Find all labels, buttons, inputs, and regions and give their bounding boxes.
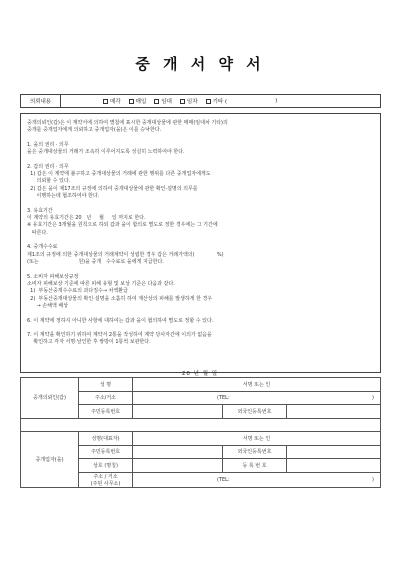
checkbox-box — [206, 99, 211, 104]
section-line: 2) 부동산중개대상물의 확인·설명을 소홀히 하여 재산상의 피해를 발생하게 한 경우 — [27, 295, 213, 302]
section-line: 의뢰할 수 있다. — [27, 178, 71, 185]
client-name-label: 성 명 — [79, 378, 133, 392]
page-title: 중 개 서 약 서 — [135, 55, 265, 73]
section-line: 2) 갑은 을이 제17조의 규정에 의하여 중개대상물에 관한 확인·설명의 의무를 — [27, 185, 198, 192]
section-line: 확인하고 각자 서명·날인한 후 쌍방이 1통씩 보관한다. — [27, 339, 151, 346]
checkbox-box — [154, 99, 159, 104]
client-tel-close: ) — [372, 394, 374, 401]
section-line: 따른다. — [27, 229, 48, 236]
section-5 — [27, 274, 374, 311]
checkbox-box — [180, 99, 185, 104]
agent-id-field[interactable] — [133, 445, 223, 459]
option-other-close: ) — [275, 98, 278, 104]
client-tel-label: (TEL: — [217, 394, 230, 401]
intro-paragraph — [27, 120, 374, 135]
section-line: 소비자 피해보상 기준에 따른 피해 유형 및 보상 기준은 다음과 같다. — [27, 280, 175, 287]
agent-rep-label: 성명(대표자) — [79, 432, 133, 446]
option-label: 기타 ( — [212, 99, 228, 105]
option-label: 매입 — [135, 99, 147, 105]
section-4 — [27, 244, 374, 266]
section-line: 을은 중개대상물의 거래가 조속히 이루어지도록 성실히 노력하여야 한다. — [27, 149, 185, 156]
agent-tel-close: ) — [372, 476, 374, 483]
agent-foreign-id-field[interactable] — [287, 445, 381, 459]
section-line: 1) 부동산중개수수료의 과다징수→ 차액환급 — [27, 288, 128, 295]
section-1 — [27, 142, 374, 157]
section-line: ※ 유효기간은 3개월을 원칙으로 하되 갑과 을이 합의로 별도로 정한 경우에는 그 기간에 — [27, 222, 218, 229]
agent-address-field[interactable] — [133, 472, 381, 487]
section-heading: 4. 중개수수료 — [27, 244, 58, 251]
section-line: 이행하는데 협조하여야 한다. — [27, 193, 100, 200]
client-foreign-id-label: 외국인등록번호 — [223, 405, 287, 419]
client-address-field[interactable] — [133, 391, 381, 405]
section-heading: 2. 갑의 권리 · 의무 — [27, 163, 69, 170]
request-type-row — [20, 94, 381, 108]
request-type-label: 의뢰내용 — [21, 95, 61, 107]
section-heading: 1. 을의 권리 · 의무 — [27, 141, 69, 148]
agent-tel-label: (TEL: — [217, 476, 230, 483]
agent-address-label-line: 주소 / 거소 — [93, 473, 118, 480]
intro-line: 중개를 중개업자에게 의뢰하고 중개업자(을)은 이를 승낙한다. — [27, 127, 162, 134]
agent-foreign-id-label: 외국인등록번호 — [223, 445, 287, 459]
section-line: 7. 이 계약을 확인하기 위하여 계약서 2통을 작성하여 계약 당사자간에 이의가 없음을 — [27, 331, 212, 338]
section-heading: 3. 유효기간 — [27, 207, 53, 214]
agent-address-label — [79, 472, 133, 487]
section-line: 제1조의 규정에 의한 중개대상물의 거래계약이 성립한 경우 갑은 거래가액의( %) — [27, 251, 224, 258]
section-line: 6. 이 계약에 정하지 아니한 사항에 대하여는 갑과 을이 협의하여 별도로 정할 수 있다. — [27, 317, 214, 324]
section-line: → 손해액 배상 — [27, 303, 69, 310]
agent-trade-name-label: 상호 (명칭) — [79, 459, 133, 473]
option-sale-checkbox[interactable] — [103, 97, 121, 105]
intro-line: 중개의뢰인(갑)은 이 계약서에 의하여 별첨에 표시한 중개대상물에 관한 매매(임대차 기타)의 — [27, 120, 228, 126]
option-label: 임대 — [161, 99, 172, 105]
section-2 — [27, 164, 374, 201]
section-6 — [27, 318, 374, 325]
request-options — [61, 95, 380, 107]
section-line: 1) 갑은 이 계약에 불구하고 중개대상물의 거래에 관한 행위를 다른 중개업자에게도 — [27, 171, 211, 178]
client-id-label: 주민등록번호 — [79, 405, 133, 419]
client-id-field[interactable] — [133, 405, 223, 419]
option-label: 매각 — [110, 99, 121, 105]
contract-date: 20 년 월 일 — [181, 371, 219, 377]
agent-party-label: 중개업자(을) — [21, 432, 79, 488]
agent-address-sub-label: (주된 사무소) — [90, 480, 121, 487]
checkbox-box — [129, 99, 134, 104]
agent-trade-name-field[interactable] — [133, 459, 223, 473]
client-party-label: 중개의뢰인(갑) — [21, 378, 79, 419]
option-rent-checkbox[interactable] — [180, 97, 198, 105]
section-7 — [27, 332, 374, 347]
client-sign-field[interactable]: 서명 또는 인 — [133, 378, 381, 392]
agent-sign-field[interactable]: 서명 또는 인 — [133, 432, 381, 446]
signature-table — [20, 377, 381, 488]
agent-reg-number-label: 등 록 번 호 — [223, 459, 287, 473]
section-line: 이 계약의 유효기간은 20 년 월 일 까지로 한다. — [27, 215, 146, 222]
client-address-label: 주소/거소 — [79, 391, 133, 405]
table-divider — [21, 418, 381, 432]
agent-reg-number-field[interactable] — [287, 459, 381, 473]
option-purchase-checkbox[interactable] — [129, 97, 147, 105]
option-other-checkbox[interactable] — [206, 97, 228, 105]
checkbox-box — [103, 99, 108, 104]
agent-id-label: 주민등록번호 — [79, 445, 133, 459]
section-line: (또는 원)을 중개 수수료로 을에게 지급한다. — [27, 259, 164, 266]
section-3 — [27, 208, 374, 238]
option-lease-checkbox[interactable] — [154, 97, 172, 105]
contract-body — [20, 113, 381, 373]
section-heading: 5. 소비자 피해보상규정 — [27, 273, 79, 280]
client-foreign-id-field[interactable] — [287, 405, 381, 419]
option-label: 임차 — [186, 99, 198, 105]
